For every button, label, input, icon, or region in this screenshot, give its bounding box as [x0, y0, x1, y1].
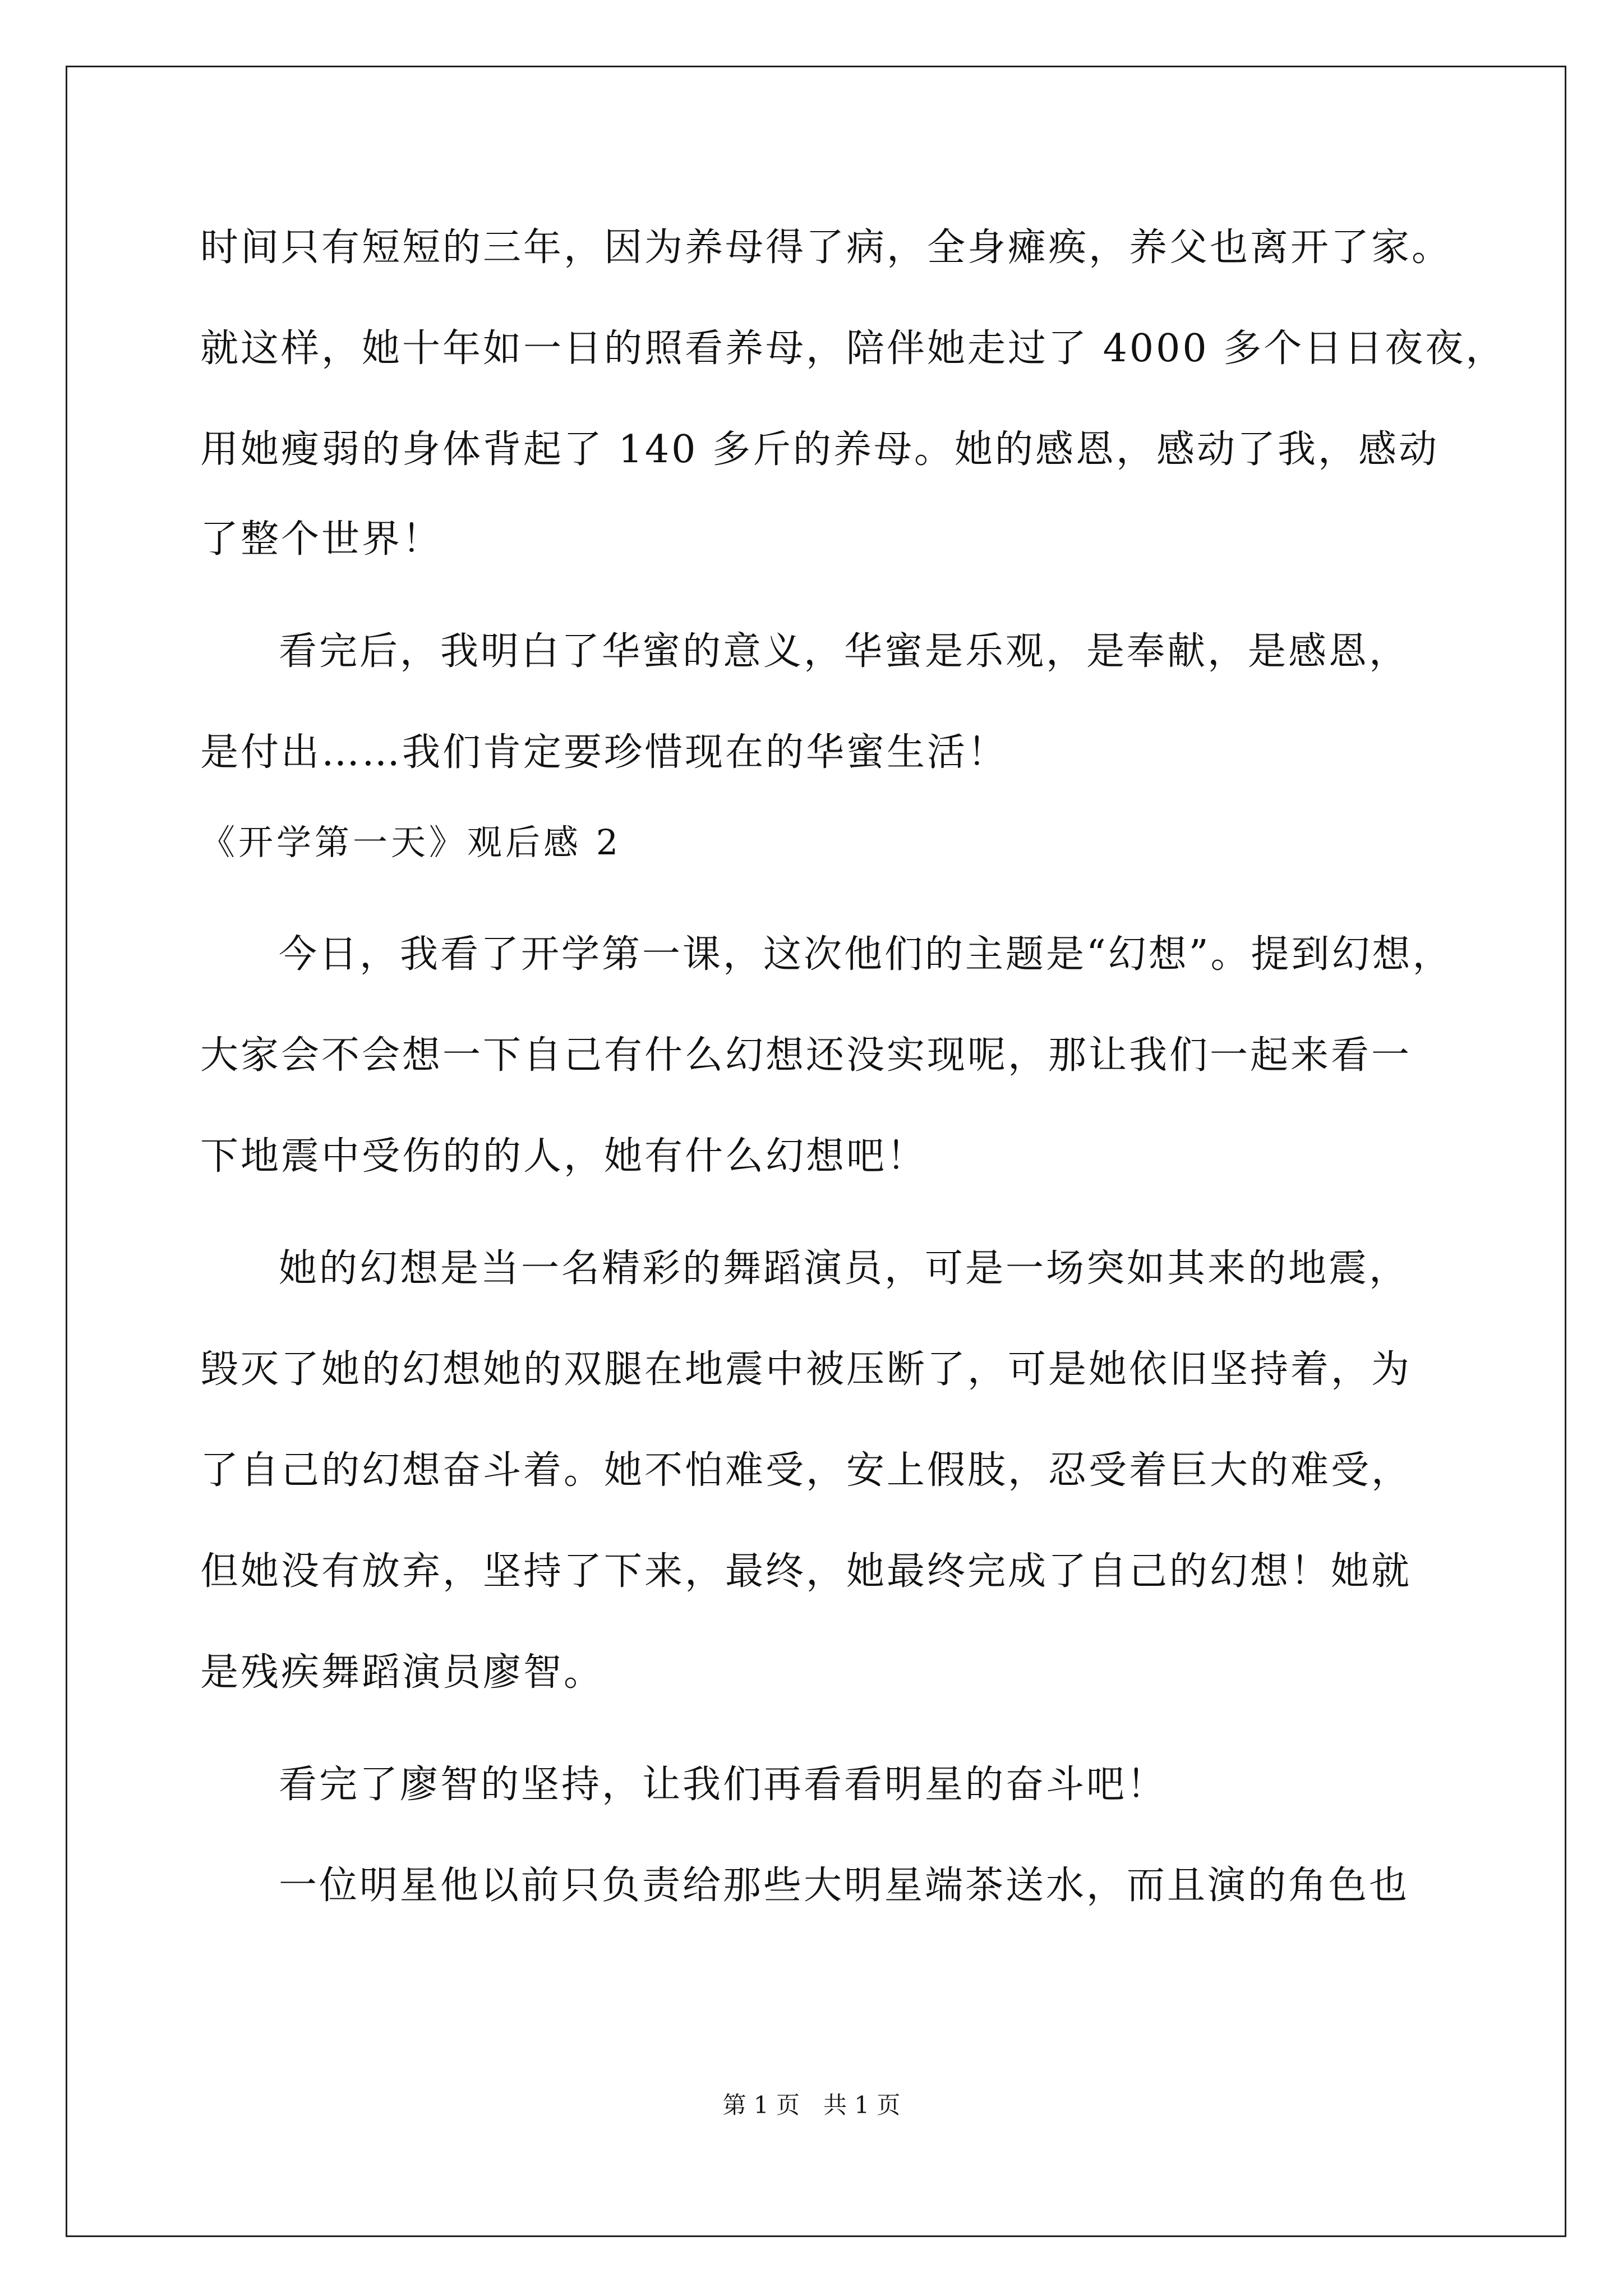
page-footer: 第 1 页 共 1 页 [722, 2091, 901, 2119]
body-line-10: 下地震中受伤的的人，她有什么幻想吧！ [200, 1134, 928, 1179]
body-line-1: 时间只有短短的三年，因为养母得了病，全身瘫痪，养父也离开了家。 [200, 226, 1453, 270]
body-line-9: 大家会不会想一下自己有什么幻想还没实现呢，那让我们一起来看一 [200, 1033, 1412, 1078]
body-line-15: 是残疾舞蹈演员廖智。 [200, 1650, 605, 1695]
body-line-6: 是付出……我们肯定要珍惜现在的华蜜生活！ [200, 730, 1008, 775]
body-line-8: 今日，我看了开学第一课，这次他们的主题是“幻想”。提到幻想， [279, 932, 1453, 977]
body-line-2: 就这样，她十年如一日的照看养母，陪伴她走过了 4000 多个日日夜夜， [200, 326, 1506, 371]
body-line-17: 一位明星他以前只负责给那些大明星端茶送水，而且演的角色也 [279, 1864, 1410, 1908]
body-line-3: 用她瘦弱的身体背起了 140 多斤的养母。她的感恩，感动了我，感动 [200, 427, 1440, 472]
body-line-16: 看完了廖智的坚持，让我们再看看明星的奋斗吧！ [279, 1763, 1168, 1807]
section-heading: 《开学第一天》观后感 2 [200, 822, 622, 863]
body-line-5: 看完后，我明白了华蜜的意义，华蜜是乐观，是奉献，是感恩， [279, 629, 1410, 674]
body-line-13: 了自己的幻想奋斗着。她不怕难受，安上假肢，忍受着巨大的难受， [200, 1448, 1412, 1493]
body-line-12: 毁灭了她的幻想她的双腿在地震中被压断了，可是她依旧坚持着，为 [200, 1347, 1412, 1392]
body-line-11: 她的幻想是当一名精彩的舞蹈演员，可是一场突如其来的地震， [279, 1246, 1410, 1291]
body-line-14: 但她没有放弃，坚持了下来，最终，她最终完成了自己的幻想！她就 [200, 1549, 1412, 1594]
body-line-4: 了整个世界！ [200, 517, 443, 562]
